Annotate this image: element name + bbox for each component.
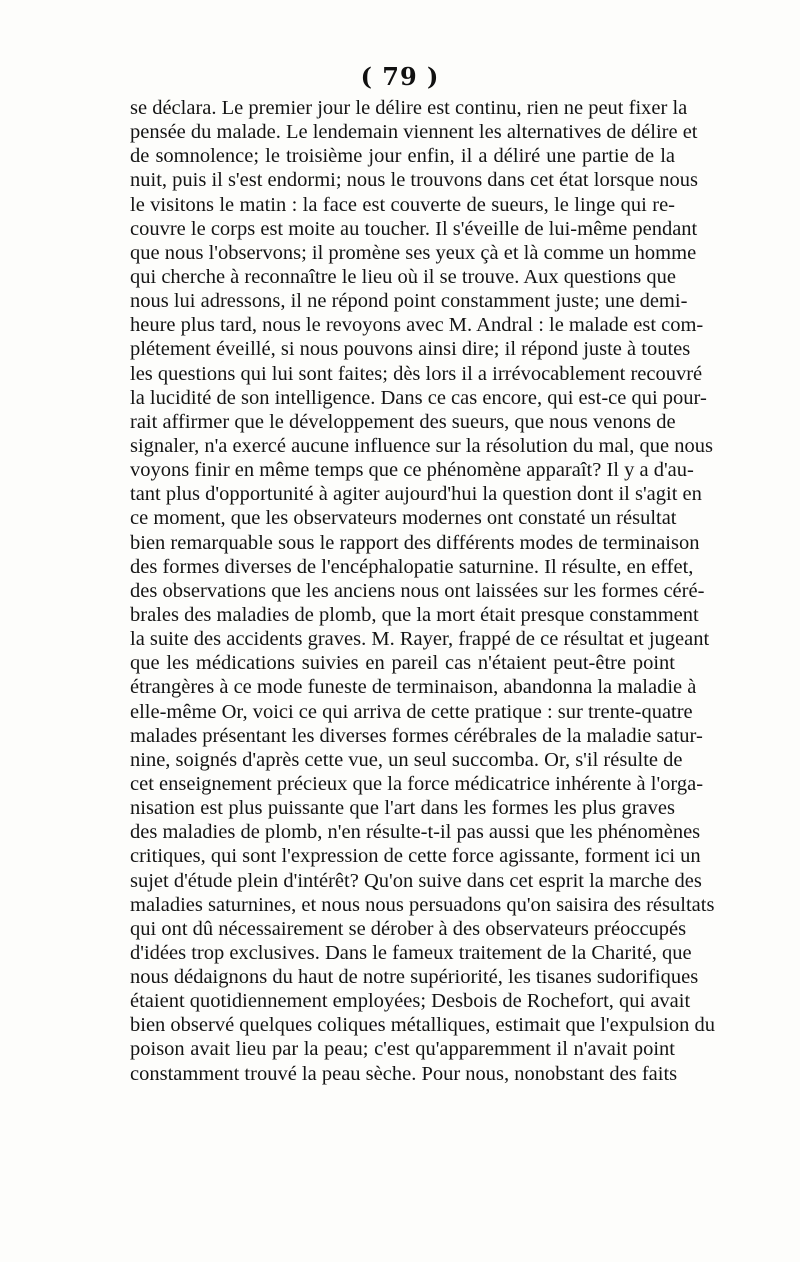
text-line: couvre le corps est moite au toucher. Il s'éveille de lui-même pendant <box>130 217 698 240</box>
text-line: sujet d'étude plein d'intérêt? Qu'on suive dans cet esprit la marche des <box>130 869 702 892</box>
text-line: ce moment, que les observateurs modernes ont constaté un résultat <box>130 507 677 530</box>
text-line: elle-même Or, voici ce qui arriva de cette pratique : sur trente-quatre <box>130 700 693 723</box>
text-line: qui cherche à reconnaître le lieu où il se trouve. Aux questions que <box>130 265 676 288</box>
text-line: malades présentant les diverses formes cérébrales de la maladie satur- <box>130 724 703 747</box>
text-line: d'idées trop exclusives. Dans le fameux traitement de la Charité, que <box>130 941 692 964</box>
page-number: ( 79 ) <box>360 62 440 91</box>
text-line: rait affirmer que le développement des sueurs, que nous venons de <box>130 410 676 433</box>
text-line: étaient quotidiennement employées; Desbois de Rochefort, qui avait <box>130 990 691 1013</box>
text-line: des formes diverses de l'encéphalopatie saturnine. Il résulte, en effet, <box>130 555 694 578</box>
text-line: qui ont dû nécessairement se dérober à des observateurs préoccupés <box>130 917 687 940</box>
text-line: nous lui adressons, il ne répond point constamment juste; une demi- <box>130 290 688 313</box>
text-line: cet enseignement précieux que la force médicatrice inhérente à l'orga- <box>130 772 704 795</box>
text-line: le visitons le matin : la face est couverte de sueurs, le linge qui re- <box>130 193 675 216</box>
text-line: poison avait lieu par la peau; c'est qu'apparemment il n'avait point <box>130 1038 675 1061</box>
text-line: critiques, qui sont l'expression de cette force agissante, forment ici un <box>130 845 701 868</box>
text-line: nuit, puis il s'est endormi; nous le trouvons dans cet état lorsque nous <box>130 169 698 192</box>
text-line: brales des maladies de plomb, que la mort était presque constamment <box>130 603 699 626</box>
text-line: nous dédaignons du haut de notre supériorité, les tisanes sudorifiques <box>130 966 699 989</box>
text-line: bien remarquable sous le rapport des différents modes de terminaison <box>130 531 700 554</box>
text-line: constamment trouvé la peau sèche. Pour nous, nonobstant des faits <box>130 1062 678 1085</box>
text-line: que nous l'observons; il promène ses yeux çà et là comme un homme <box>130 241 697 264</box>
text-line: heure plus tard, nous le revoyons avec M. Andral : le malade est com- <box>130 314 704 337</box>
text-line: tant plus d'opportunité à agiter aujourd'hui la question dont il s'agit en <box>130 483 702 506</box>
body-text <box>130 96 715 1086</box>
text-line: la lucidité de son intelligence. Dans ce cas encore, qui est-ce qui pour- <box>130 386 707 409</box>
text-line: la suite des accidents graves. M. Rayer, frappé de ce résultat et jugeant <box>130 628 710 651</box>
text-line: les questions qui lui sont faites; dès lors il a irrévocablement recouvré <box>130 362 703 385</box>
text-line: signaler, n'a exercé aucune influence sur la résolution du mal, que nous <box>130 434 713 457</box>
text-line: plétement éveillé, si nous pouvons ainsi dire; il répond juste à toutes <box>130 338 691 361</box>
text-line: bien observé quelques coliques métalliques, estimait que l'expulsion du <box>130 1014 715 1037</box>
text-line: que les médications suivies en pareil cas n'étaient peut-être point <box>130 652 675 675</box>
text-line: maladies saturnines, et nous nous persuadons qu'on saisira des résultats <box>130 893 715 916</box>
text-line: de somnolence; le troisième jour enfin, il a déliré une partie de la <box>130 145 675 168</box>
text-line: nisation est plus puissante que l'art dans les formes les plus graves <box>130 797 675 820</box>
text-line: des maladies de plomb, n'en résulte-t-il pas aussi que les phénomènes <box>130 821 701 844</box>
text-line: nine, soignés d'après cette vue, un seul succomba. Or, s'il résulte de <box>130 748 683 771</box>
text-line: voyons finir en même temps que ce phénomène apparaît? Il y a d'au- <box>130 459 694 482</box>
text-line: des observations que les anciens nous ont laissées sur les formes céré- <box>130 579 705 602</box>
text-line: se déclara. Le premier jour le délire est continu, rien ne peut fixer la <box>130 97 688 119</box>
text-line: pensée du malade. Le lendemain viennent les alternatives de délire et <box>130 121 698 144</box>
text-line: étrangères à ce mode funeste de terminaison, abandonna la maladie à <box>130 676 697 699</box>
